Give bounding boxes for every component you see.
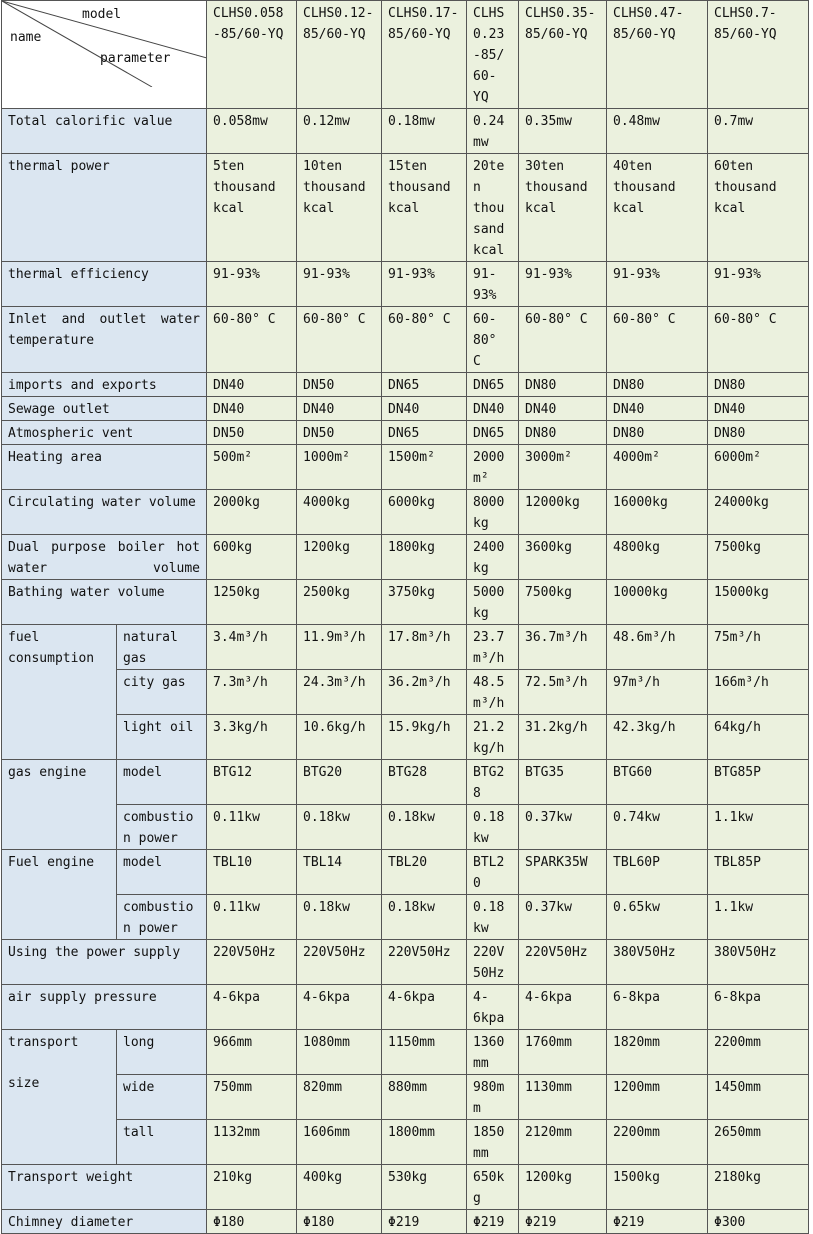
- value-cell: TBL85P: [708, 850, 809, 895]
- row-vent: [2, 421, 809, 445]
- value-cell: Φ219: [382, 1210, 467, 1234]
- value-cell: 91-93%: [382, 262, 467, 307]
- value-cell: 10000kg: [607, 580, 708, 625]
- value-cell: 1850mm: [467, 1120, 519, 1165]
- value-cell: TBL60P: [607, 850, 708, 895]
- value-cell: 2000m²: [467, 445, 519, 490]
- row-fuel-engine-power: [2, 895, 809, 940]
- value-cell: 1450mm: [708, 1075, 809, 1120]
- model-header-cell: CLHS0.12-85/60-YQ: [297, 1, 382, 109]
- row-calorific: [2, 109, 809, 154]
- value-cell: 4-6kpa: [467, 985, 519, 1030]
- value-cell: DN40: [607, 397, 708, 421]
- value-cell: 7.3m³/h: [207, 670, 297, 715]
- sub-label: model: [117, 850, 207, 895]
- value-cell: 1.1kw: [708, 895, 809, 940]
- row-label: Transport weight: [8, 1170, 134, 1185]
- value-cell: 3000m²: [519, 445, 607, 490]
- row-water-temp: [2, 307, 809, 373]
- value-cell: DN80: [607, 421, 708, 445]
- value-cell: DN40: [297, 397, 382, 421]
- value-cell: 7500kg: [519, 580, 607, 625]
- value-cell: 400kg: [297, 1165, 382, 1210]
- value-cell: 600kg: [207, 535, 297, 580]
- sub-label: long: [117, 1030, 207, 1075]
- value-cell: 60-80° C: [519, 307, 607, 373]
- value-cell: BTG85P: [708, 760, 809, 805]
- value-cell: 91-93%: [519, 262, 607, 307]
- value-cell: 64kg/h: [708, 715, 809, 760]
- value-cell: 91-93%: [467, 262, 519, 307]
- value-cell: 4-6kpa: [519, 985, 607, 1030]
- group-label-cell: [2, 850, 117, 940]
- value-cell: 15.9kg/h: [382, 715, 467, 760]
- value-cell: 42.3kg/h: [607, 715, 708, 760]
- value-cell: 1500m²: [382, 445, 467, 490]
- value-cell: 21.2kg/h: [467, 715, 519, 760]
- value-cell: 16000kg: [607, 490, 708, 535]
- row-label: Inlet and outlet water temperature: [8, 312, 200, 348]
- value-cell: 36.7m³/h: [519, 625, 607, 670]
- value-cell: 0.11kw: [207, 895, 297, 940]
- value-cell: 0.18kw: [467, 895, 519, 940]
- value-cell: TBL20: [382, 850, 467, 895]
- row-power-supply: [2, 940, 809, 985]
- model-header-cell: CLHS0.47-85/60-YQ: [607, 1, 708, 109]
- value-cell: 4000kg: [297, 490, 382, 535]
- value-cell: DN50: [297, 421, 382, 445]
- value-cell: 1820mm: [607, 1030, 708, 1075]
- value-cell: DN65: [382, 373, 467, 397]
- row-label: Sewage outlet: [8, 402, 110, 417]
- value-cell: DN65: [382, 421, 467, 445]
- group-label-cell: [2, 625, 117, 760]
- value-cell: BTL20: [467, 850, 519, 895]
- group-label-cell: [2, 1030, 117, 1165]
- value-cell: 0.18kw: [297, 805, 382, 850]
- value-cell: 15ten thousand kcal: [382, 154, 467, 262]
- sub-label: wide: [117, 1075, 207, 1120]
- row-gas-engine-model: [2, 760, 809, 805]
- row-chimney: [2, 1210, 809, 1234]
- row-circulating: [2, 490, 809, 535]
- value-cell: 24.3m³/h: [297, 670, 382, 715]
- value-cell: 3.4m³/h: [207, 625, 297, 670]
- value-cell: 91-93%: [207, 262, 297, 307]
- row-label: Chimney diameter: [8, 1215, 134, 1230]
- value-cell: 1200kg: [297, 535, 382, 580]
- value-cell: 2500kg: [297, 580, 382, 625]
- value-cell: 3750kg: [382, 580, 467, 625]
- sub-label: city gas: [117, 670, 207, 715]
- value-cell: 0.18kw: [467, 805, 519, 850]
- value-cell: 31.2kg/h: [519, 715, 607, 760]
- model-header-cell: CLHS0.058-85/60-YQ: [207, 1, 297, 109]
- value-cell: 1200mm: [607, 1075, 708, 1120]
- row-imports: [2, 373, 809, 397]
- value-cell: DN40: [519, 397, 607, 421]
- row-label: thermal power: [8, 159, 110, 174]
- value-cell: 0.18kw: [382, 895, 467, 940]
- value-cell: DN80: [519, 421, 607, 445]
- value-cell: DN65: [467, 373, 519, 397]
- value-cell: BTG28: [467, 760, 519, 805]
- value-cell: 0.37kw: [519, 895, 607, 940]
- value-cell: 17.8m³/h: [382, 625, 467, 670]
- value-cell: BTG20: [297, 760, 382, 805]
- row-air-pressure: [2, 985, 809, 1030]
- value-cell: 2400kg: [467, 535, 519, 580]
- value-cell: 72.5m³/h: [519, 670, 607, 715]
- row-fuel-light-oil: [2, 715, 809, 760]
- row-weight: [2, 1165, 809, 1210]
- value-cell: 2200mm: [607, 1120, 708, 1165]
- value-cell: 1250kg: [207, 580, 297, 625]
- row-label: Bathing water volume: [8, 585, 165, 600]
- value-cell: 220V50Hz: [467, 940, 519, 985]
- value-cell: 0.35mw: [519, 109, 607, 154]
- value-cell: 0.12mw: [297, 109, 382, 154]
- value-cell: BTG60: [607, 760, 708, 805]
- value-cell: 0.18kw: [382, 805, 467, 850]
- value-cell: DN80: [519, 373, 607, 397]
- value-cell: 6000m²: [708, 445, 809, 490]
- value-cell: 0.48mw: [607, 109, 708, 154]
- value-cell: 1.1kw: [708, 805, 809, 850]
- group-label: fuel consumption: [8, 630, 95, 666]
- value-cell: TBL14: [297, 850, 382, 895]
- value-cell: 166m³/h: [708, 670, 809, 715]
- row-label: Dual purpose boiler hot water volume: [8, 540, 200, 576]
- value-cell: 6-8kpa: [708, 985, 809, 1030]
- sub-label: natural gas: [117, 625, 207, 670]
- value-cell: Φ219: [519, 1210, 607, 1234]
- value-cell: 60-80° C: [382, 307, 467, 373]
- row-label: Using the power supply: [8, 945, 181, 960]
- value-cell: 4000m²: [607, 445, 708, 490]
- value-cell: 12000kg: [519, 490, 607, 535]
- value-cell: Φ300: [708, 1210, 809, 1234]
- value-cell: DN40: [467, 397, 519, 421]
- model-header-cell: CLHS0.17-85/60-YQ: [382, 1, 467, 109]
- value-cell: 60-80° C: [467, 307, 519, 373]
- value-cell: 1200kg: [519, 1165, 607, 1210]
- value-cell: 0.37kw: [519, 805, 607, 850]
- value-cell: 91-93%: [708, 262, 809, 307]
- header-row: [2, 1, 809, 109]
- sub-label: model: [117, 760, 207, 805]
- value-cell: 97m³/h: [607, 670, 708, 715]
- value-cell: 1000m²: [297, 445, 382, 490]
- row-heating-area: [2, 445, 809, 490]
- value-cell: SPARK35W: [519, 850, 607, 895]
- row-gas-engine-power: [2, 805, 809, 850]
- value-cell: 4800kg: [607, 535, 708, 580]
- value-cell: Φ180: [297, 1210, 382, 1234]
- value-cell: 1080mm: [297, 1030, 382, 1075]
- row-label: imports and exports: [8, 378, 157, 393]
- row-efficiency: [2, 262, 809, 307]
- value-cell: DN50: [207, 421, 297, 445]
- value-cell: 91-93%: [297, 262, 382, 307]
- value-cell: DN40: [708, 397, 809, 421]
- value-cell: 2120mm: [519, 1120, 607, 1165]
- row-fuel-natural-gas: [2, 625, 809, 670]
- value-cell: 4-6kpa: [297, 985, 382, 1030]
- value-cell: 6-8kpa: [607, 985, 708, 1030]
- value-cell: 2000kg: [207, 490, 297, 535]
- value-cell: BTG35: [519, 760, 607, 805]
- group-label: Fuel engine: [8, 855, 95, 870]
- value-cell: 0.058mw: [207, 109, 297, 154]
- header-parameter-label: parameter: [100, 51, 171, 66]
- value-cell: 380V50Hz: [607, 940, 708, 985]
- value-cell: 966mm: [207, 1030, 297, 1075]
- value-cell: Φ180: [207, 1210, 297, 1234]
- value-cell: TBL10: [207, 850, 297, 895]
- value-cell: 2180kg: [708, 1165, 809, 1210]
- value-cell: 60-80° C: [297, 307, 382, 373]
- value-cell: DN40: [207, 397, 297, 421]
- value-cell: 0.7mw: [708, 109, 809, 154]
- value-cell: 220V50Hz: [297, 940, 382, 985]
- value-cell: 820mm: [297, 1075, 382, 1120]
- value-cell: 5ten thousand kcal: [207, 154, 297, 262]
- value-cell: 60-80° C: [708, 307, 809, 373]
- value-cell: DN80: [708, 373, 809, 397]
- value-cell: 20ten thousand kcal: [467, 154, 519, 262]
- value-cell: DN80: [607, 373, 708, 397]
- value-cell: DN40: [207, 373, 297, 397]
- value-cell: 1132mm: [207, 1120, 297, 1165]
- header-name-label: name: [10, 30, 42, 45]
- row-label: Atmospheric vent: [8, 426, 134, 441]
- sub-label: tall: [117, 1120, 207, 1165]
- value-cell: Φ219: [467, 1210, 519, 1234]
- value-cell: 4-6kpa: [382, 985, 467, 1030]
- group-label-cell: [2, 760, 117, 850]
- value-cell: 980mm: [467, 1075, 519, 1120]
- value-cell: 500m²: [207, 445, 297, 490]
- value-cell: 650kg: [467, 1165, 519, 1210]
- value-cell: 10.6kg/h: [297, 715, 382, 760]
- value-cell: 1606mm: [297, 1120, 382, 1165]
- value-cell: 91-93%: [607, 262, 708, 307]
- group-label-bottom: size: [8, 1076, 40, 1091]
- value-cell: 36.2m³/h: [382, 670, 467, 715]
- row-label: Total calorific value: [8, 114, 173, 129]
- value-cell: 3600kg: [519, 535, 607, 580]
- value-cell: 210kg: [207, 1165, 297, 1210]
- value-cell: DN80: [708, 421, 809, 445]
- group-label: gas engine: [8, 765, 87, 780]
- value-cell: 75m³/h: [708, 625, 809, 670]
- value-cell: 3.3kg/h: [207, 715, 297, 760]
- row-transport-size-tall: [2, 1120, 809, 1165]
- row-label: thermal efficiency: [8, 267, 149, 282]
- value-cell: 380V50Hz: [708, 940, 809, 985]
- row-label: Heating area: [8, 450, 102, 465]
- value-cell: 6000kg: [382, 490, 467, 535]
- value-cell: 1500kg: [607, 1165, 708, 1210]
- value-cell: 0.74kw: [607, 805, 708, 850]
- value-cell: 1130mm: [519, 1075, 607, 1120]
- value-cell: 48.5m³/h: [467, 670, 519, 715]
- value-cell: 24000kg: [708, 490, 809, 535]
- value-cell: BTG12: [207, 760, 297, 805]
- value-cell: 220V50Hz: [519, 940, 607, 985]
- value-cell: 23.7m³/h: [467, 625, 519, 670]
- value-cell: 530kg: [382, 1165, 467, 1210]
- value-cell: DN65: [467, 421, 519, 445]
- value-cell: 5000kg: [467, 580, 519, 625]
- row-fuel-city-gas: [2, 670, 809, 715]
- value-cell: 1150mm: [382, 1030, 467, 1075]
- value-cell: 8000kg: [467, 490, 519, 535]
- row-sewage: [2, 397, 809, 421]
- value-cell: BTG28: [382, 760, 467, 805]
- model-header-cell: CLHS0.23-85/60-YQ: [467, 1, 519, 109]
- value-cell: 1760mm: [519, 1030, 607, 1075]
- value-cell: 2200mm: [708, 1030, 809, 1075]
- value-cell: 0.65kw: [607, 895, 708, 940]
- value-cell: 15000kg: [708, 580, 809, 625]
- value-cell: 30ten thousand kcal: [519, 154, 607, 262]
- value-cell: 0.24mw: [467, 109, 519, 154]
- value-cell: 11.9m³/h: [297, 625, 382, 670]
- value-cell: 220V50Hz: [382, 940, 467, 985]
- value-cell: 1800mm: [382, 1120, 467, 1165]
- value-cell: 60ten thousand kcal: [708, 154, 809, 262]
- model-header-cell: CLHS0.7-85/60-YQ: [708, 1, 809, 109]
- row-transport-size-wide: [2, 1075, 809, 1120]
- value-cell: 10ten thousand kcal: [297, 154, 382, 262]
- header-model-label: model: [82, 7, 122, 22]
- value-cell: 1360mm: [467, 1030, 519, 1075]
- value-cell: 220V50Hz: [207, 940, 297, 985]
- value-cell: Φ219: [607, 1210, 708, 1234]
- value-cell: 880mm: [382, 1075, 467, 1120]
- value-cell: 48.6m³/h: [607, 625, 708, 670]
- model-header-cell: CLHS0.35-85/60-YQ: [519, 1, 607, 109]
- value-cell: 2650mm: [708, 1120, 809, 1165]
- value-cell: 4-6kpa: [207, 985, 297, 1030]
- group-label-top: transport: [8, 1035, 79, 1050]
- value-cell: DN40: [382, 397, 467, 421]
- sub-label: combustion power: [117, 805, 207, 850]
- row-label: air supply pressure: [8, 990, 157, 1005]
- row-fuel-engine-model: [2, 850, 809, 895]
- value-cell: 60-80° C: [607, 307, 708, 373]
- value-cell: 0.18kw: [297, 895, 382, 940]
- row-dual-purpose: [2, 535, 809, 580]
- value-cell: 1800kg: [382, 535, 467, 580]
- boiler-spec-table: [1, 0, 809, 1234]
- value-cell: 7500kg: [708, 535, 809, 580]
- value-cell: DN50: [297, 373, 382, 397]
- value-cell: 0.18mw: [382, 109, 467, 154]
- sub-label: light oil: [117, 715, 207, 760]
- header-corner-cell: [2, 1, 207, 109]
- value-cell: 750mm: [207, 1075, 297, 1120]
- row-label: Circulating water volume: [8, 495, 196, 510]
- row-bathing: [2, 580, 809, 625]
- value-cell: 40ten thousand kcal: [607, 154, 708, 262]
- sub-label: combustion power: [117, 895, 207, 940]
- row-thermal-power: [2, 154, 809, 262]
- value-cell: 0.11kw: [207, 805, 297, 850]
- value-cell: 60-80° C: [207, 307, 297, 373]
- row-transport-size-long: [2, 1030, 809, 1075]
